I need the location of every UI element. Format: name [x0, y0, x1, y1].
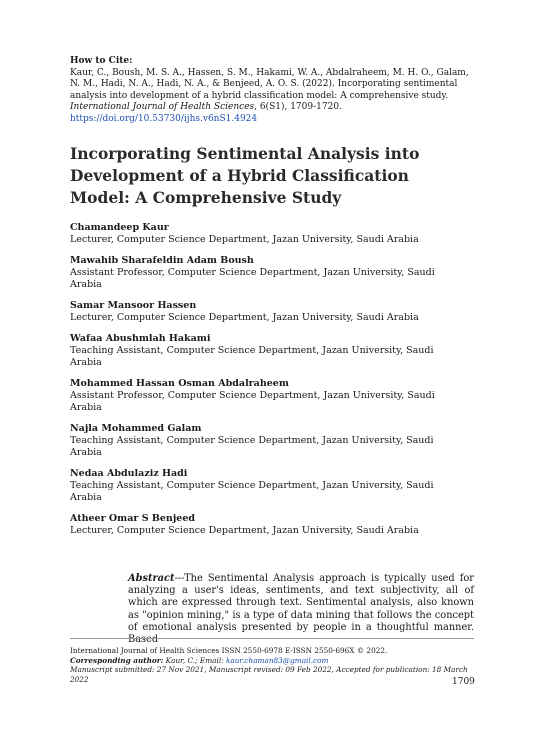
- author-entry: [70, 513, 450, 537]
- author-affiliation: Assistant Professor, Computer Science Department, Jazan University, Saudi Arabia: [70, 267, 435, 290]
- author-entry: [70, 255, 450, 291]
- author-affiliation: Assistant Professor, Computer Science Department, Jazan University, Saudi Arabia: [70, 390, 435, 413]
- doi-link[interactable]: https://doi.org/10.53730/ijhs.v6nS1.4924: [70, 113, 258, 124]
- author-name: Samar Mansoor Hassen: [70, 300, 197, 311]
- author-name: Nedaa Abdulaziz Hadi: [70, 468, 188, 479]
- abstract-dash: ---: [174, 573, 185, 584]
- manuscript-dates: Manuscript submitted: 27 Nov 2021, Manuscript revised: 09 Feb 2022, Accepted for publication: 18 March 2022: [70, 665, 468, 684]
- author-affiliation: Lecturer, Computer Science Department, Jazan University, Saudi Arabia: [70, 312, 419, 323]
- author-name: Mawahib Sharafeldin Adam Boush: [70, 255, 254, 266]
- abstract-label: Abstract: [128, 573, 175, 584]
- footer-journal-line: International Journal of Health Sciences ISSN 2550-6978 E-ISSN 2550-696X © 2022.: [70, 646, 388, 655]
- author-name: Mohammed Hassan Osman Abdalraheem: [70, 378, 289, 389]
- cite-journal: International Journal of Health Sciences: [70, 102, 255, 112]
- author-affiliation: Teaching Assistant, Computer Science Department, Jazan University, Saudi Arabia: [70, 435, 434, 458]
- author-affiliation: Lecturer, Computer Science Department, Jazan University, Saudi Arabia: [70, 525, 419, 536]
- corresponding-label: Corresponding author:: [70, 655, 164, 665]
- author-entry: [70, 423, 450, 459]
- how-to-cite: [70, 56, 480, 125]
- cite-text: Kaur, C., Boush, M. S. A., Hassen, S. M., Hakami, W. A., Abdalraheem, M. H. O., Galam, N. M., Hadi, N. A., Hadi, N. A., & Benjeed, A. O. S. (2022). Incorporating sentimental analysis into development of a hybrid classification model: A comprehensive study.: [70, 67, 469, 101]
- corresponding-email[interactable]: kaur.chaman83@gmail.com: [225, 655, 329, 665]
- cite-heading: How to Cite:: [70, 56, 133, 66]
- author-entry: [70, 300, 450, 324]
- author-name: Atheer Omar S Benjeed: [70, 513, 196, 524]
- author-name: Najla Mohammed Galam: [70, 423, 202, 434]
- cite-body: [70, 68, 480, 114]
- corresponding-text: Kaur, C.; Email:: [163, 655, 226, 665]
- author-affiliation: Teaching Assistant, Computer Science Department, Jazan University, Saudi Arabia: [70, 480, 434, 503]
- cite-issue: , 6(S1), 1709-1720.: [254, 102, 342, 112]
- author-affiliation: Teaching Assistant, Computer Science Department, Jazan University, Saudi Arabia: [70, 345, 434, 368]
- page-number: 1709: [452, 677, 475, 687]
- page-footer: [70, 646, 480, 684]
- footer-corresponding: [70, 656, 480, 666]
- author-entry: [70, 222, 450, 246]
- author-name: Chamandeep Kaur: [70, 222, 169, 233]
- author-name: Wafaa Abushmlah Hakami: [70, 333, 211, 344]
- author-entry: [70, 333, 450, 369]
- author-entry: [70, 378, 450, 414]
- footer-divider: [70, 638, 474, 639]
- author-affiliation: Lecturer, Computer Science Department, Jazan University, Saudi Arabia: [70, 234, 419, 245]
- paper-title: Incorporating Sentimental Analysis into Development of a Hybrid Classification Model: A Comprehensive Study: [70, 144, 420, 207]
- author-list: [70, 222, 450, 546]
- abstract: [128, 573, 474, 646]
- abstract-text: The Sentimental Analysis approach is typically used for analyzing a user's ideas, sentiments, and text subjectivity, all of which are expressed through text. Sentimental analysis, also known as "opinion mining," is a type of data mining that follows the concept of emotional analysis presented by people in a thoughtful manner. Based: [128, 573, 474, 646]
- author-entry: [70, 468, 450, 504]
